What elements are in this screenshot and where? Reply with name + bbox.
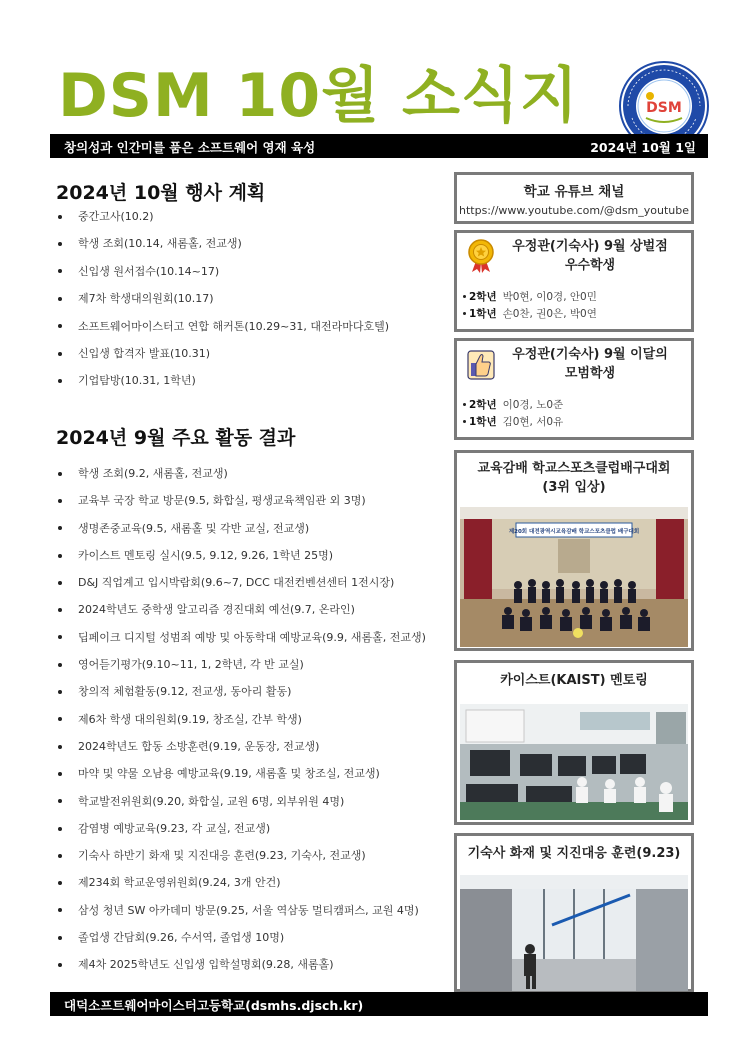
- award-grade: 2학년: [469, 291, 497, 303]
- award-card: [454, 230, 694, 332]
- award-names: 박0현, 이0경, 안0민: [502, 291, 597, 303]
- issue-date: 2024년 10월 1일: [590, 140, 696, 155]
- model-title-line1: 우정관(기숙사) 9월 이달의: [512, 347, 668, 362]
- list-item: 신입생 원서접수(10.14~17): [56, 258, 446, 285]
- list-item: 마약 및 약물 오남용 예방교육(9.19, 새롬홀 및 창조실, 전교생): [56, 760, 446, 787]
- list-item: 딥페이크 디지털 성범죄 예방 및 아동학대 예방교육(9.9, 새롬홀, 전교생): [56, 624, 446, 651]
- list-item: 제7차 학생대의원회(10.17): [56, 285, 446, 312]
- list-item: D&J 직업계고 입시박람회(9.6~7, DCC 대전컨벤션센터 1전시장): [56, 569, 446, 596]
- model-title-line2: 모범학생: [564, 366, 616, 381]
- award-title-line1: 우정관(기숙사) 9월 상벌점: [512, 239, 668, 254]
- school-slogan: 창의성과 인간미를 품은 소프트웨어 영재 육성: [64, 140, 316, 155]
- list-item: 소프트웨어마이스터고 연합 해커톤(10.29~31, 대전라마다호텔): [56, 313, 446, 340]
- list-item: 학생 조회(9.2, 새롬홀, 전교생): [56, 460, 446, 487]
- volleyball-title-line1: 교육감배 학교스포츠클럽배구대회: [477, 461, 671, 476]
- model-grade: 1학년: [469, 416, 497, 428]
- list-item: 2024학년도 합동 소방훈련(9.19, 운동장, 전교생): [56, 733, 446, 760]
- model-names: 이0경, 노0준: [502, 399, 564, 411]
- kaist-mentoring-photo: [460, 704, 688, 820]
- list-item: 제234회 학교운영위원회(9.24, 3개 안건): [56, 869, 446, 896]
- list-item: 학교발전위원회(9.20, 화합실, 교원 6명, 외부위원 4명): [56, 788, 446, 815]
- award-row: [461, 306, 691, 323]
- events-list: [56, 203, 446, 395]
- newsletter-title: DSM 10월 소식지: [58, 61, 579, 131]
- list-item: 학생 조회(10.14, 새롬홀, 전교생): [56, 230, 446, 257]
- footer-bar: [50, 992, 708, 1016]
- volleyball-title-line2: (3위 입상): [542, 480, 606, 495]
- list-item: 교육부 국장 학교 방문(9.5, 화합실, 평생교육책임관 외 3명): [56, 487, 446, 514]
- list-item: 카이스트 멘토링 실시(9.5, 9.12, 9.26, 1학년 25명): [56, 542, 446, 569]
- youtube-card: [454, 172, 694, 224]
- model-grade: 2학년: [469, 399, 497, 411]
- medal-icon: [467, 239, 495, 273]
- list-item: 제4차 2025학년도 신입생 입학설명회(9.28, 새롬홀): [56, 951, 446, 978]
- model-student-card: [454, 338, 694, 440]
- header-bar: [50, 134, 708, 158]
- award-title-line2: 우수학생: [564, 258, 616, 273]
- volleyball-card: [454, 450, 694, 651]
- results-heading: 2024년 9월 주요 활동 결과: [56, 427, 296, 449]
- list-item: 삼성 청년 SW 아카데미 방문(9.25, 서울 역삼동 멀티캠퍼스, 교원 4명): [56, 897, 446, 924]
- award-names: 손0찬, 권0은, 박0연: [502, 308, 597, 320]
- fire-drill-card: [454, 833, 694, 992]
- list-item: 창의적 체험활동(9.12, 전교생, 동아리 활동): [56, 678, 446, 705]
- list-item: 신입생 합격자 발표(10.31): [56, 340, 446, 367]
- thumbs-up-icon: [467, 347, 495, 381]
- kaist-mentoring-card: [454, 660, 694, 825]
- fire-drill-photo: [460, 875, 688, 991]
- events-heading: 2024년 10월 행사 계획: [56, 182, 266, 204]
- list-item: 기숙사 하반기 화재 및 지진대응 훈련(9.23, 기숙사, 전교생): [56, 842, 446, 869]
- kaist-title: 카이스트(KAIST) 멘토링: [500, 673, 648, 688]
- list-item: 기업탐방(10.31, 1학년): [56, 367, 446, 394]
- logo-text: DSM: [646, 100, 682, 116]
- footer-school-name: 대덕소프트웨어마이스터고등학교(dsmhs.djsch.kr): [64, 998, 364, 1013]
- volleyball-team-photo: [460, 507, 688, 647]
- results-list: [56, 460, 446, 979]
- model-row: [461, 397, 691, 414]
- list-item: 중간고사(10.2): [56, 203, 446, 230]
- drill-title: 기숙사 화재 및 지진대응 훈련(9.23): [467, 846, 681, 861]
- award-grade: 1학년: [469, 308, 497, 320]
- list-item: 감염병 예방교육(9.23, 각 교실, 전교생): [56, 815, 446, 842]
- list-item: 제6차 학생 대의원회(9.19, 창조실, 간부 학생): [56, 706, 446, 733]
- youtube-card-title: 학교 유튜브 채널: [523, 184, 625, 200]
- list-item: 2024학년도 중학생 알고리즘 경진대회 예선(9.7, 온라인): [56, 596, 446, 623]
- list-item: 생명존중교육(9.5, 새롬홀 및 각반 교실, 전교생): [56, 515, 446, 542]
- banner-text: 제20회 대전광역시교육감배 학교스포츠클럽 배구대회: [508, 529, 640, 535]
- model-names: 김0현, 서0유: [502, 416, 564, 428]
- list-item: 영어듣기평가(9.10~11, 1, 2학년, 각 반 교실): [56, 651, 446, 678]
- list-item: 졸업생 간담회(9.26, 수서역, 졸업생 10명): [56, 924, 446, 951]
- model-row: [461, 414, 691, 431]
- youtube-link[interactable]: https://www.youtube.com/@dsm_youtube: [458, 204, 690, 217]
- award-row: [461, 289, 691, 306]
